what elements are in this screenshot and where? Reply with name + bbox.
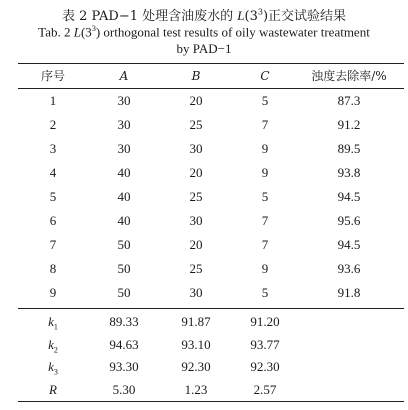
cell-index: 6 [49, 213, 57, 228]
cell-b: 20 [189, 165, 203, 180]
table-summary-rule [18, 308, 404, 309]
header-factor-a: A [119, 69, 129, 83]
table-row [0, 258, 408, 280]
summary-label-subscript: 3 [53, 367, 58, 377]
cell-index: 4 [49, 165, 57, 180]
table-row [0, 114, 408, 136]
table-row [0, 162, 408, 184]
summary-c: 93.77 [250, 336, 280, 352]
cell-c: 5 [261, 189, 269, 204]
summary-b: 1.23 [184, 381, 208, 397]
caption-cn-L: L [237, 8, 245, 23]
table-header-rule [18, 88, 404, 89]
table-header-row [0, 65, 408, 87]
caption-cn-suffix: )正交试验结果 [262, 9, 347, 24]
summary-label [32, 379, 74, 401]
summary-label [32, 334, 74, 356]
caption-en-prefix: Tab. 2 [38, 24, 74, 40]
summary-label-symbol: k [48, 359, 54, 374]
summary-label [32, 311, 74, 333]
summary-b: 93.10 [181, 336, 211, 352]
cell-index: 1 [49, 93, 57, 108]
summary-label [32, 356, 74, 378]
table-row [0, 90, 408, 112]
summary-c: 2.57 [253, 381, 277, 397]
cell-b: 25 [189, 189, 203, 204]
cell-a: 40 [117, 189, 131, 204]
cell-a: 30 [117, 93, 131, 108]
cell-c: 9 [261, 261, 269, 276]
cell-b: 25 [189, 117, 203, 132]
cell-c: 5 [261, 93, 269, 108]
cell-removal-rate: 89.5 [337, 141, 361, 156]
header-factor-b: B [191, 69, 201, 83]
cell-b: 30 [189, 213, 203, 228]
cell-a: 50 [117, 285, 131, 300]
summary-label-symbol: k [48, 314, 54, 329]
caption-en-L: L [73, 24, 81, 40]
cell-removal-rate: 95.6 [337, 213, 361, 228]
summary-label-symbol: R [49, 381, 57, 397]
caption-cn-paren: (3 [244, 9, 258, 24]
cell-index: 9 [49, 285, 57, 300]
table-row [0, 234, 408, 256]
table-caption-en [0, 24, 408, 40]
cell-b: 25 [189, 261, 203, 276]
cell-c: 7 [261, 237, 269, 252]
summary-a: 5.30 [112, 381, 136, 397]
caption-en-sup: 3 [91, 24, 96, 33]
cell-removal-rate: 91.2 [337, 117, 361, 132]
cell-a: 50 [117, 237, 131, 252]
cell-b: 20 [189, 237, 203, 252]
table-row [0, 138, 408, 160]
table-caption-en-line2: by PAD−1 [176, 41, 232, 56]
caption-en-paren: (3 [80, 24, 92, 40]
header-index: 序号 [40, 69, 65, 83]
cell-a: 40 [117, 213, 131, 228]
cell-c: 5 [261, 285, 269, 300]
cell-b: 30 [189, 141, 203, 156]
summary-c: 91.20 [250, 314, 280, 329]
cell-b: 30 [189, 285, 203, 300]
summary-row [0, 311, 408, 333]
cell-c: 7 [261, 117, 269, 132]
summary-a: 94.63 [109, 336, 139, 352]
cell-a: 50 [117, 261, 131, 276]
summary-c: 92.30 [250, 359, 280, 374]
cell-c: 9 [261, 165, 269, 180]
caption-cn-sup: 3 [257, 7, 263, 17]
cell-a: 40 [117, 165, 131, 180]
summary-a: 89.33 [109, 314, 139, 329]
cell-removal-rate: 93.8 [337, 165, 361, 180]
cell-index: 5 [49, 189, 57, 204]
cell-removal-rate: 87.3 [337, 93, 361, 108]
cell-index: 2 [49, 117, 57, 132]
cell-removal-rate: 91.8 [337, 285, 361, 300]
summary-label-subscript: 2 [53, 345, 58, 355]
cell-c: 7 [261, 213, 269, 228]
cell-index: 8 [49, 261, 57, 276]
cell-removal-rate: 94.5 [337, 237, 361, 252]
cell-removal-rate: 93.6 [337, 261, 361, 276]
cell-c: 9 [261, 141, 269, 156]
summary-b: 91.87 [181, 314, 211, 329]
cell-b: 20 [189, 93, 203, 108]
table-caption-cn [0, 5, 408, 24]
cell-a: 30 [117, 141, 131, 156]
summary-a: 93.30 [109, 359, 139, 374]
summary-row [0, 356, 408, 378]
table-row [0, 186, 408, 208]
summary-label-symbol: k [48, 336, 54, 352]
summary-b: 92.30 [181, 359, 211, 374]
table-bottom-rule [18, 401, 404, 402]
caption-cn-text: 表 2 PAD−1 处理含油废水的 [61, 9, 238, 24]
table-row [0, 282, 408, 304]
cell-a: 30 [117, 117, 131, 132]
summary-row [0, 379, 408, 401]
cell-index: 3 [49, 141, 57, 156]
cell-removal-rate: 94.5 [337, 189, 361, 204]
header-removal-rate: 浊度去除率/% [311, 69, 387, 83]
summary-row [0, 334, 408, 356]
cell-index: 7 [49, 237, 57, 252]
header-factor-c: C [260, 69, 270, 83]
caption-en-suffix: ) orthogonal test results of oily wastewater treatment [95, 24, 370, 40]
summary-label-subscript: 1 [53, 322, 58, 332]
table-row [0, 210, 408, 232]
